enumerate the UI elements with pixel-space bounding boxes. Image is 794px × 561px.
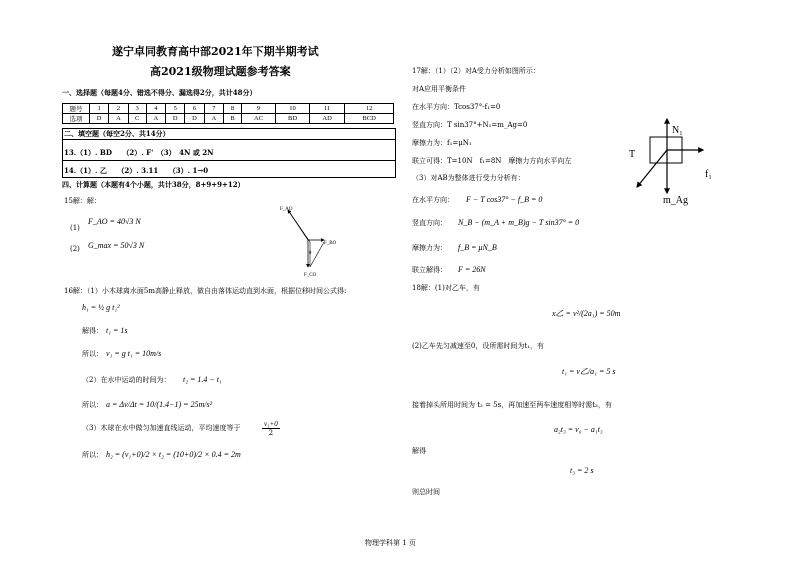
table-cell: 12: [345, 104, 394, 114]
q17-v2-label: 竖直方向：: [412, 219, 447, 227]
table-cell: BD: [276, 114, 310, 124]
label-fco: F_CO: [304, 273, 317, 278]
title-line-1: 遂宁卓同教育高中部2021年下期半期考试: [112, 45, 319, 58]
q18-solve: 解得: [412, 447, 426, 455]
q17-h2-label: 在水平方向：: [412, 196, 454, 204]
table-cell: 8: [223, 104, 241, 114]
q16-so-label-3: 所以：: [82, 451, 103, 459]
table-cell: 11: [310, 104, 345, 114]
q16-h2-formula: h₂ = (v₁+0)/2 × t₂ = (10+0)/2 × 0.4 = 2m: [106, 450, 241, 459]
q17-line2: 对A应用平衡条件: [412, 85, 467, 93]
q16-t1-formula: t₁ = 1s: [106, 326, 128, 335]
q17-fric2-label: 摩擦力为：: [412, 244, 447, 252]
q16-a-formula: a = Δv/Δt = 10/(1.4−1) = 25m/s²: [106, 400, 213, 409]
page-footer: 物理学科第 1 页: [365, 539, 416, 547]
q17-vertical: 竖直方向：T sin37°+N₁=m_Ag=0: [412, 121, 528, 129]
table-cell: 7: [204, 104, 223, 114]
table-cell: 3: [128, 104, 146, 114]
q17-line1: 17解：（1）（2）对A受力分析如图所示：: [412, 67, 540, 75]
answer-q13: 13.（1）. BD （2）. F' （3） 4N 或 2N: [64, 148, 214, 157]
fraction: $\frac{\text{v₁+0}}{2}$: [264, 420, 278, 437]
q16-so-label-2: 所以：: [82, 401, 103, 409]
table-cell: 6: [185, 104, 204, 114]
section-2-heading: 二、填空题（每空2分、共14分）: [64, 129, 170, 138]
table-header-cell: 题号: [63, 104, 90, 114]
divider: [62, 139, 395, 140]
table-cell: D: [185, 114, 204, 124]
table-cell: 4: [146, 104, 165, 114]
arrow-tension: [637, 150, 667, 187]
q18-total: 则总时间: [412, 488, 440, 496]
answer-q14: 14.（1）. 乙 （2）. 3.11 （3）. 1→0: [64, 166, 209, 175]
q17-solve: 联立可得：T=10N f₁=8N 摩擦力方向水平向左: [412, 157, 572, 165]
q17-part3: （3）对AB为整体进行受力分析有：: [412, 174, 525, 182]
table-cell: B: [223, 114, 241, 124]
label-f1: f₁: [705, 169, 712, 180]
table-cell: D: [166, 114, 185, 124]
q15-part1-num: (1): [70, 224, 80, 232]
q17-v2-formula: N_B − (m_A + m_B)g − T sin37° = 0: [458, 218, 580, 227]
label-theta: θ: [309, 251, 312, 256]
q15-label: 15解：解：: [64, 197, 101, 205]
label-fbo: F_BO: [324, 241, 337, 246]
label-n1: N₁: [672, 125, 683, 136]
answer-table-number-row: [63, 104, 394, 114]
table-cell: AD: [310, 114, 345, 124]
table-cell: 10: [276, 104, 310, 114]
section-3-heading: 四、计算题（本题有4个小题，共计38分，8+9+9+12）: [62, 180, 245, 189]
q15-part1-formula: F_AO = 40√3 N: [88, 217, 141, 226]
diagram-line: [310, 242, 324, 267]
q17-horizontal: 在水平方向：Tcos37°-f₁=0: [412, 103, 501, 111]
table-cell: 1: [90, 104, 109, 114]
label-t: T: [629, 149, 636, 160]
q18-line1: 18解：(1)对乙车，有: [412, 284, 480, 292]
q16-line1: 16解：（1）小木球离水面5m高静止释放，做自由落体运动直到水面，根据位移时间公式得:: [64, 287, 347, 295]
q16-so-label-1: 所以：: [82, 350, 103, 358]
q16-t2-formula: t₂ = 1.4 − t₁: [183, 375, 222, 384]
diagram-line: [288, 210, 310, 242]
q18-a2-formula: a₂t₃ = v₀ − a₁t₃: [554, 425, 603, 434]
q17-friction: 摩擦力为：f₁=μN₁: [412, 139, 472, 147]
q18-x-formula: x乙 = v²/(2a₁) = 50m: [552, 309, 621, 318]
table-cell: BCD: [345, 114, 394, 124]
q17-sol2-formula: F = 26N: [458, 265, 486, 274]
table-cell: 5: [166, 104, 185, 114]
label-fao: F_AO: [280, 207, 293, 212]
q17-fric2-formula: f_B = μN_B: [458, 243, 497, 252]
force-diagram-q17: [625, 115, 725, 207]
q18-t1-formula: t₁ = v乙/a₁ = 5 s: [562, 367, 616, 376]
table-cell: C: [128, 114, 146, 124]
label-mag: m_Ag: [663, 195, 688, 206]
q16-h1-formula: h₁ = ½ g t₁²: [82, 303, 120, 312]
q17-sol2-label: 联立解得：: [412, 266, 447, 274]
table-cell: AC: [242, 114, 276, 124]
table-cell: D: [90, 114, 109, 124]
q18-line3: 接着掉头所用时间为 t₂ = 5s，再加速至两车速度相等时需t₃，有: [412, 401, 612, 409]
divider: [62, 160, 395, 161]
table-cell: A: [146, 114, 165, 124]
section-1-heading: 一、选择题（每题4分、错选不得分、漏选得2分，共计48分）: [62, 88, 257, 97]
table-header-cell: 选项: [63, 114, 90, 124]
q18-line2: (2)乙车先匀减速至0，设所需时间为t₁，有: [412, 342, 544, 350]
title-line-2: 高2021级物理试题参考答案: [150, 65, 291, 78]
answer-table-answer-row: [63, 114, 394, 124]
q16-part3: （3）木球在水中做匀加速直线运动，平均速度等于: [82, 424, 241, 432]
force-diagram-q15: [276, 202, 346, 280]
q18-t3-formula: t₃ = 2 s: [570, 466, 594, 475]
q15-part2-formula: G_max = 50√3 N: [88, 241, 145, 250]
q16-solve-label: 解得：: [82, 327, 103, 335]
table-cell: A: [109, 114, 128, 124]
q16-part2: （2）在水中运动的时间为：: [82, 376, 171, 384]
table-cell: A: [204, 114, 223, 124]
q16-v1-formula: v₁ = g t₁ = 10m/s: [106, 349, 162, 358]
table-cell: 9: [242, 104, 276, 114]
table-cell: 2: [109, 104, 128, 114]
q17-h2-formula: F − T cos37° − f_B = 0: [466, 195, 543, 204]
q15-part2-num: (2): [70, 245, 80, 253]
answer-table: [62, 103, 394, 124]
